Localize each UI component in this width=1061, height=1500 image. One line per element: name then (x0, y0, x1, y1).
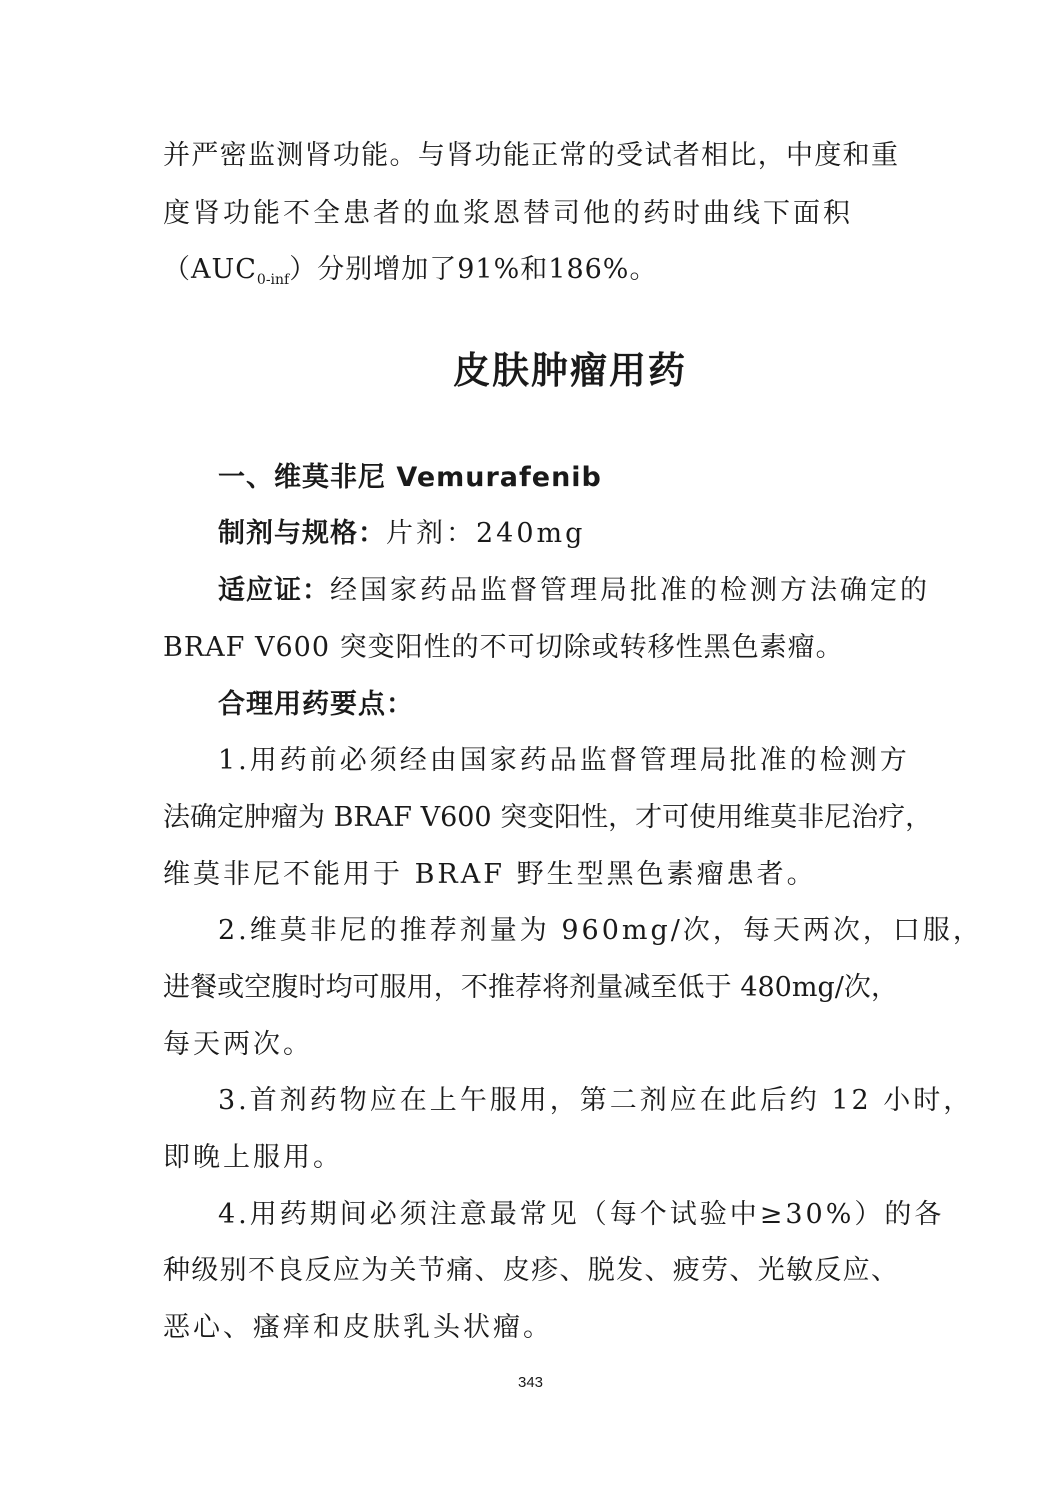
spec-label: 制剂与规格： (218, 518, 386, 549)
point-2-line-1: 2.维莫非尼的推荐剂量为 960mg/次，每天两次，口服， (218, 915, 983, 946)
page-number: 343 (517, 1374, 544, 1391)
indication-line-2: BRAF V600 突变阳性的不可切除或转移性黑色素瘤。 (163, 632, 844, 663)
point-3-line-2: 即晚上服用。 (163, 1142, 343, 1173)
point-1-line-1: 1.用药前必须经由国家药品监督管理局批准的检测方 (218, 745, 910, 776)
point-3-line-1: 3.首剂药物应在上午服用，第二剂应在此后约 12 小时， (218, 1085, 974, 1116)
intro-line-2: 度肾功能不全患者的血浆恩替司他的药时曲线下面积 (163, 198, 853, 229)
point-2-line-3: 每天两次。 (163, 1029, 313, 1060)
intro-line-1: 并严密监测肾功能。与肾功能正常的受试者相比，中度和重 (163, 140, 898, 171)
point-4-line-1: 4.用药期间必须注意最常见（每个试验中≥30%）的各 (218, 1199, 945, 1230)
auc-label: （AUC (163, 254, 257, 285)
key-points-label: 合理用药要点： (218, 689, 414, 720)
point-1-line-2: 法确定肿瘤为 BRAF V600 突变阳性，才可使用维莫非尼治疗， (163, 802, 933, 833)
point-1-line-3: 维莫非尼不能用于 BRAF 野生型黑色素瘤患者。 (163, 859, 817, 890)
spec-value: 片剂：240mg (386, 518, 586, 549)
auc-increase-text: ）分别增加了91%和186%。 (289, 254, 658, 285)
point-2-line-2: 进餐或空腹时均可服用，不推荐将剂量减至低于 480mg/次， (163, 972, 898, 1003)
indication-line-1 (218, 573, 930, 609)
intro-line-3 (163, 252, 657, 298)
section-title: 皮肤肿瘤用药 (453, 349, 687, 392)
point-4-line-3: 恶心、瘙痒和皮肤乳头状瘤。 (163, 1312, 553, 1343)
indication-label: 适应证： (218, 575, 330, 606)
spec-line (218, 516, 585, 552)
indication-text: 经国家药品监督管理局批准的检测方法确定的 (330, 575, 930, 606)
point-4-line-2: 种级别不良反应为关节痛、皮疹、脱发、疲劳、光敏反应、 (163, 1255, 898, 1286)
auc-subscript: 0-inf (256, 272, 290, 288)
drug-heading: 一、维莫非尼 Vemurafenib (218, 462, 602, 493)
